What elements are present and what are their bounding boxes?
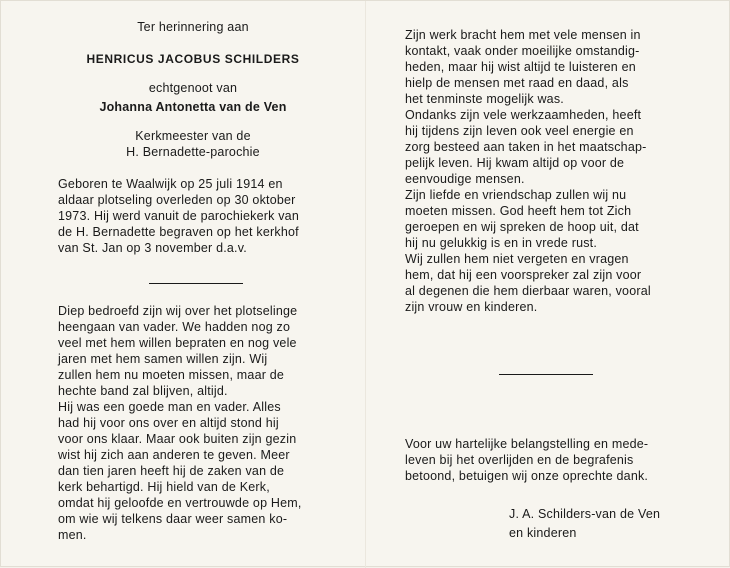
right-line: hem, dat hij een voorspreker zal zijn voor xyxy=(405,268,642,282)
deceased-name: HENRICUS JACOBUS SCHILDERS xyxy=(86,52,300,66)
intro-text: Ter herinnering aan xyxy=(137,20,249,34)
memorial-line: zullen hem nu moeten missen, maar de xyxy=(58,368,285,382)
right-line: Wij zullen hem niet vergeten en vragen xyxy=(405,252,629,266)
memorial-line: Hij was een goede man en vader. Alles xyxy=(58,400,281,414)
right-line: Zijn liefde en vriendschap zullen wij nu xyxy=(405,188,627,202)
right-paragraph xyxy=(405,27,697,315)
role-line-2: H. Bernadette-parochie xyxy=(126,145,260,159)
memorial-line: Diep bedroefd zijn wij over het plotselinge xyxy=(58,304,298,318)
right-line: hielp de mensen met raad en daad, als xyxy=(405,76,629,90)
divider-right xyxy=(499,374,593,375)
bio-line: de H. Bernadette begraven op het kerkhof xyxy=(58,225,299,239)
right-line: geroepen en wij spreken de hoop uit, dat xyxy=(405,220,639,234)
memorial-line: omdat hij geloofde en vertrouwde op Hem, xyxy=(58,496,302,510)
right-line: moeten missen. God heeft hem tot Zich xyxy=(405,204,632,218)
memorial-line: kerk behartigd. Hij hield van de Kerk, xyxy=(58,480,270,494)
thanks-line: betoond, betuigen wij onze oprechte dank. xyxy=(405,469,649,483)
memorial-line: veel met hem willen bepraten en nog vele xyxy=(58,336,297,350)
right-line: hij nu gelukkig is en in vrede rust. xyxy=(405,236,598,250)
memorial-line: om wie wij telkens daar weer samen ko- xyxy=(58,512,288,526)
bio-paragraph xyxy=(58,176,333,256)
memorial-line: jaren met hem samen willen zijn. Wij xyxy=(58,352,268,366)
right-line: hij tijdens zijn leven ook veel energie en xyxy=(405,124,634,138)
memorial-paragraph xyxy=(58,303,333,543)
signature-line-1: J. A. Schilders-van de Ven xyxy=(509,507,661,521)
right-line: zorg besteed aan taken in het maatschap- xyxy=(405,140,647,154)
right-line: heden, maar hij wist altijd te luisteren en xyxy=(405,60,636,74)
divider-left xyxy=(149,283,243,284)
fold-line xyxy=(365,1,366,568)
signature-line-2: en kinderen xyxy=(509,526,577,540)
right-line: zijn vrouw en kinderen. xyxy=(405,300,538,314)
right-line: eenvoudige mensen. xyxy=(405,172,525,186)
right-line: Ondanks zijn vele werkzaamheden, heeft xyxy=(405,108,642,122)
bio-line: Geboren te Waalwijk op 25 juli 1914 en xyxy=(58,177,283,191)
bio-line: van St. Jan op 3 november d.a.v. xyxy=(58,241,247,255)
memorial-line: voor ons klaar. Maar ook buiten zijn gezin xyxy=(58,432,297,446)
right-line: Zijn werk bracht hem met vele mensen in xyxy=(405,28,641,42)
memorial-line: hechte band zal blijven, altijd. xyxy=(58,384,228,398)
thanks-line: Voor uw hartelijke belangstelling en mede- xyxy=(405,437,649,451)
memorial-line: wist hij zich aan anderen te geven. Meer xyxy=(58,448,290,462)
bio-line: aldaar plotseling overleden op 30 oktober xyxy=(58,193,296,207)
right-line: het tenminste mogelijk was. xyxy=(405,92,564,106)
right-line: pelijk leven. Hij kwam altijd op voor de xyxy=(405,156,625,170)
thanks-paragraph xyxy=(405,436,697,484)
spouse-label: echtgenoot van xyxy=(148,81,238,95)
right-line: kontakt, vaak onder moeilijke omstandig- xyxy=(405,44,640,58)
memorial-line: men. xyxy=(58,528,87,542)
bio-line: 1973. Hij werd vanuit de parochiekerk van xyxy=(58,209,299,223)
memorial-line: dan tien jaren heeft hij de zaken van de xyxy=(58,464,285,478)
right-line: al degenen die hem dierbaar waren, vooral xyxy=(405,284,651,298)
role-line-1: Kerkmeester van de xyxy=(135,129,251,143)
memorial-line: had hij voor ons over en altijd stond hij xyxy=(58,416,279,430)
thanks-line: leven bij het overlijden en de begrafenis xyxy=(405,453,634,467)
spouse-name: Johanna Antonetta van de Ven xyxy=(99,100,287,114)
memorial-line: heengaan van vader. We hadden nog zo xyxy=(58,320,291,334)
